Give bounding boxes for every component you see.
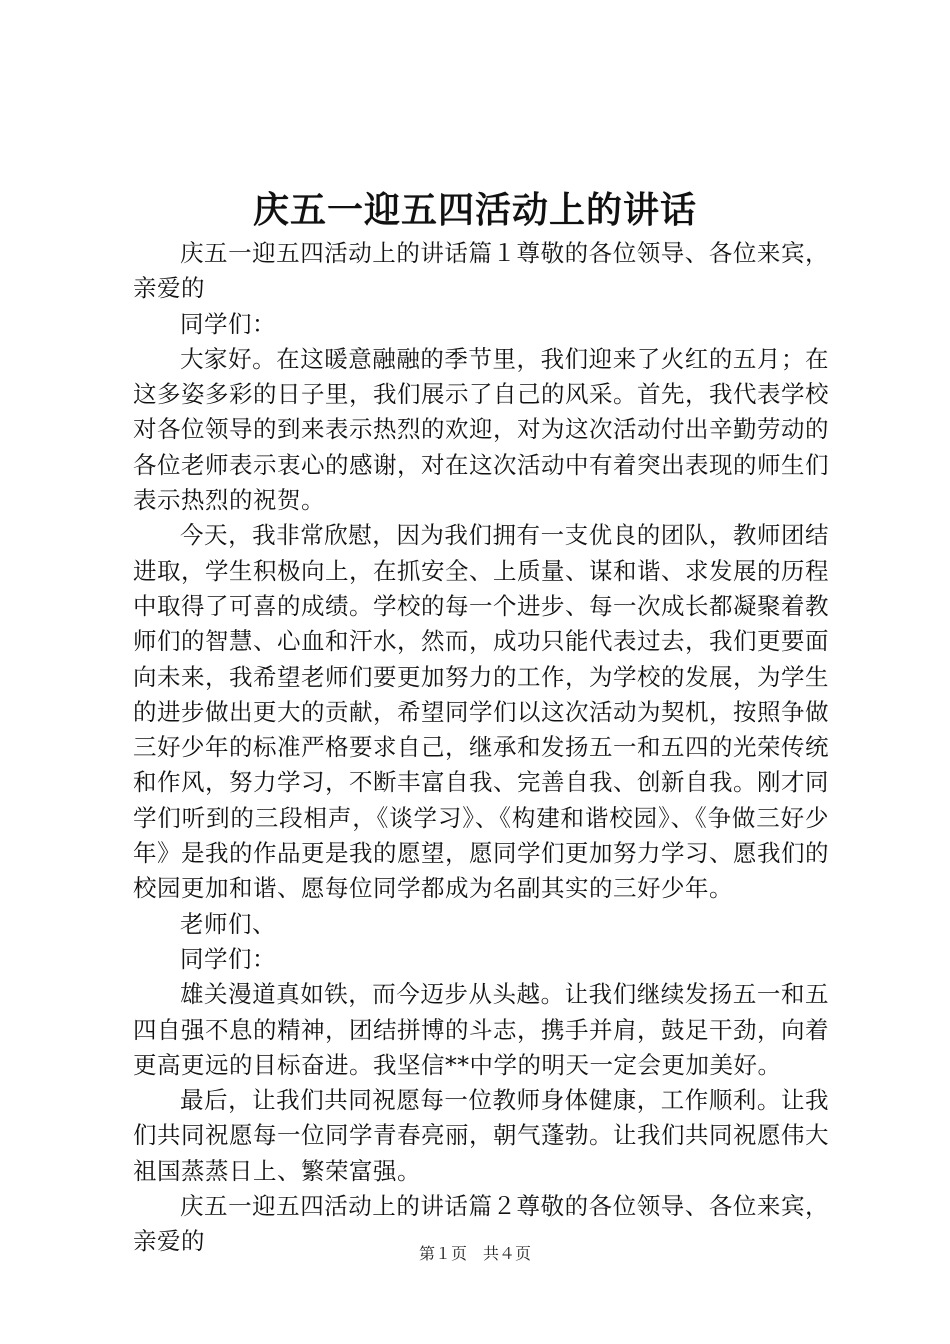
paragraph: 大家好。在这暖意融融的季节里，我们迎来了火红的五月；在这多姿多彩的日子里，我们展示了自己的风采。首先，我代表学校对各位领导的到来表示热烈的欢迎，对为这次活动付出辛勤劳动的各位老师表示衷心的感谢，对在这次活动中有着突出表现的师生们表示热烈的祝贺。 <box>133 344 829 515</box>
document-body <box>133 236 829 1260</box>
page-footer: 第１页 共４页 <box>418 1244 531 1263</box>
paragraph: 最后，让我们共同祝愿每一位教师身体健康，工作顺利。让我们共同祝愿每一位同学青春亮丽，朝气蓬勃。让我们共同祝愿伟大祖国蒸蒸日上、繁荣富强。 <box>133 1086 829 1185</box>
paragraph: 雄关漫道真如铁，而今迈步从头越。让我们继续发扬五一和五四自强不息的精神，团结拼博的斗志，携手并肩，鼓足干劲，向着更高更远的目标奋进。我坚信**中学的明天一定会更加美好。 <box>133 980 829 1079</box>
paragraph: 庆五一迎五四活动上的讲话篇１尊敬的各位领导、各位来宾，亲爱的 <box>133 239 829 303</box>
paragraph: 今天，我非常欣慰，因为我们拥有一支优良的团队，教师团结进取，学生积极向上，在抓安全、上质量、谋和谐、求发展的历程中取得了可喜的成绩。学校的每一个进步、每一次成长都凝聚着教师们的智慧、心血和汗水，然而，成功只能代表过去，我们更要面向未来，我希望老师们要更加努力的工作，为学校的发展，为学生的进步做出更大的贡献，希望同学们以这次活动为契机，按照争做三好少年的标准严格要求自己，继承和发扬五一和五四的光荣传统和作风，努力学习，不断丰富自我、完善自我、创新自我。刚才同学们听到的三段相声，《谈学习》、《构建和谐校园》、《争做三好少年》是我的作品更是我的愿望，愿同学们更加努力学习、愿我们的校园更加和谐、愿每位同学都成为名副其实的三好少年。 <box>133 521 829 903</box>
document-title: 庆五一迎五四活动上的讲话 <box>252 189 697 231</box>
paragraph: 同学们： <box>180 309 276 338</box>
paragraph: 同学们： <box>180 944 276 973</box>
paragraph: 老师们、 <box>180 909 276 938</box>
paragraph: 庆五一迎五四活动上的讲话篇２尊敬的各位领导、各位来宾，亲爱的 <box>133 1192 829 1256</box>
